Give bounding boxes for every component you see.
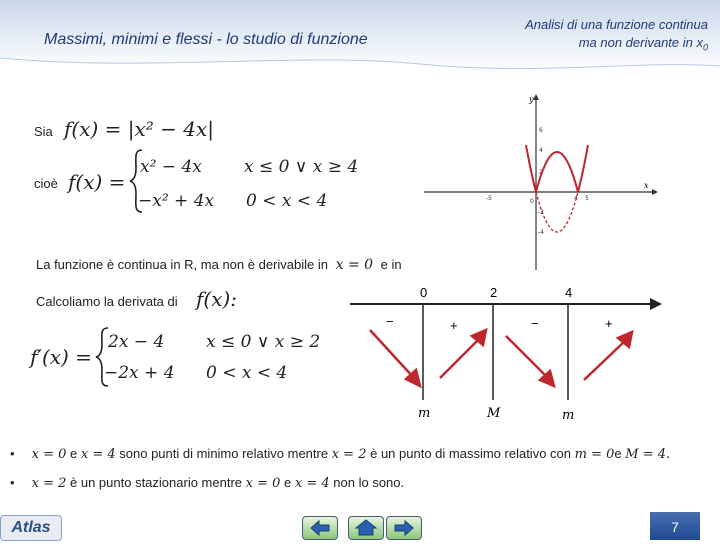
b1-g: m = 0 — [574, 447, 615, 462]
extremum-label-max-2: M — [487, 406, 501, 421]
sign-interval-3: − — [531, 316, 539, 331]
tick-x-0: 0 — [530, 198, 534, 205]
absolute-function-definition: f(x) = |x² − 4x| — [64, 117, 215, 141]
page-number: 7 — [650, 512, 700, 540]
arrow-right-icon — [387, 517, 421, 539]
subtitle-subscript: 0 — [702, 42, 708, 53]
y-axis-label: y — [529, 95, 534, 104]
tick-x-neg5: -5 — [486, 195, 492, 202]
b1-i: M = 4. — [625, 447, 671, 462]
tick-y-2: 2 — [539, 169, 543, 176]
extremum-label-min-4: m — [562, 408, 575, 423]
bullet-2 — [10, 475, 404, 491]
sign-interval-1: − — [386, 314, 394, 329]
derivative-piece2-expression: −2x + 4 — [104, 363, 175, 383]
b2-b: è un punto stazionario mentre — [70, 475, 243, 490]
tick-y-4: 4 — [539, 147, 543, 154]
sign-chart-arrowhead — [650, 298, 662, 310]
b1-b: e — [70, 446, 78, 461]
arrow-increasing-2 — [584, 340, 626, 380]
piece2-expression: −x² + 4x — [138, 191, 215, 211]
derivative-piece2-condition: 0 < x < 4 — [206, 363, 288, 383]
bullet-1 — [10, 446, 670, 462]
piece1-condition: x ≤ 0 ∨ x ≥ 4 — [244, 157, 359, 177]
point-0: 0 — [420, 285, 428, 300]
bullet-dot-1: • — [10, 446, 15, 461]
b1-h: e — [614, 446, 622, 461]
nav-back-button[interactable] — [302, 516, 338, 540]
continuity-text: La funzione è continua in R, ma non è derivabile in — [36, 257, 328, 272]
subtitle-line-1: Analisi di una funzione continua — [525, 17, 708, 32]
nav-forward-button[interactable] — [386, 516, 422, 540]
derivative-piece1-expression: 2x − 4 — [108, 332, 165, 352]
continuity-tail: e in — [380, 257, 402, 272]
b2-e: x = 4 — [294, 476, 330, 491]
atlas-logo: Atlas — [0, 515, 62, 541]
b2-f: non lo sono. — [333, 475, 405, 490]
piecewise-lhs: f(x) = — [68, 170, 126, 194]
derivative-of-fx: f(x): — [196, 287, 238, 311]
tick-x-4: 4 — [574, 195, 578, 202]
slide-subtitle — [525, 16, 708, 57]
sign-interval-2: + — [450, 318, 458, 333]
home-icon — [349, 517, 383, 539]
sign-interval-4: + — [605, 316, 613, 331]
b1-c: x = 4 — [80, 447, 116, 462]
tick-y-neg2: -2 — [538, 209, 544, 216]
piece2-condition: 0 < x < 4 — [246, 191, 328, 211]
continuity-statement — [36, 257, 402, 273]
sign-chart — [340, 280, 670, 425]
tick-y-6: 6 — [539, 127, 543, 134]
b1-e: x = 2 — [331, 447, 367, 462]
b2-a: x = 2 — [31, 476, 67, 491]
tick-x-5: 5 — [585, 195, 589, 202]
subtitle-line-2-text: ma non derivante in x — [578, 35, 703, 50]
b2-c: x = 0 — [245, 476, 281, 491]
piece1-expression: x² − 4x — [140, 157, 202, 177]
derivative-piece1-condition: x ≤ 0 ∨ x ≥ 2 — [206, 332, 321, 352]
b2-d: e — [284, 475, 292, 490]
point-4: 4 — [565, 285, 573, 300]
x-axis-label: x — [644, 181, 649, 190]
function-graph — [424, 92, 660, 272]
b1-a: x = 0 — [31, 447, 67, 462]
curve-dashed-portion — [536, 192, 578, 232]
b1-f: è un punto di massimo relativo con — [370, 446, 571, 461]
slide-title: Massimi, minimi e flessi - lo studio di funzione — [44, 31, 368, 48]
arrow-increasing-1 — [440, 338, 480, 378]
subtitle-line-2 — [525, 34, 708, 57]
extremum-label-min-0: m — [418, 406, 431, 421]
sia-label: Sia — [34, 124, 53, 139]
arrow-left-icon — [303, 517, 337, 539]
point-2: 2 — [490, 285, 498, 300]
arrow-decreasing-2 — [506, 336, 548, 378]
function-curve — [526, 145, 588, 192]
nav-home-button[interactable] — [348, 516, 384, 540]
arrow-decreasing-1 — [370, 330, 414, 378]
derivative-lhs: f′(x) = — [30, 345, 92, 369]
tick-y-neg4: -4 — [538, 229, 544, 236]
continuity-x0: x = 0 — [335, 257, 374, 273]
b1-d: sono punti di minimo relativo mentre — [119, 446, 329, 461]
bullet-dot-2: • — [10, 475, 15, 490]
derivative-label: Calcoliamo la derivata di — [36, 294, 178, 309]
cioe-label: cioè — [34, 176, 58, 191]
